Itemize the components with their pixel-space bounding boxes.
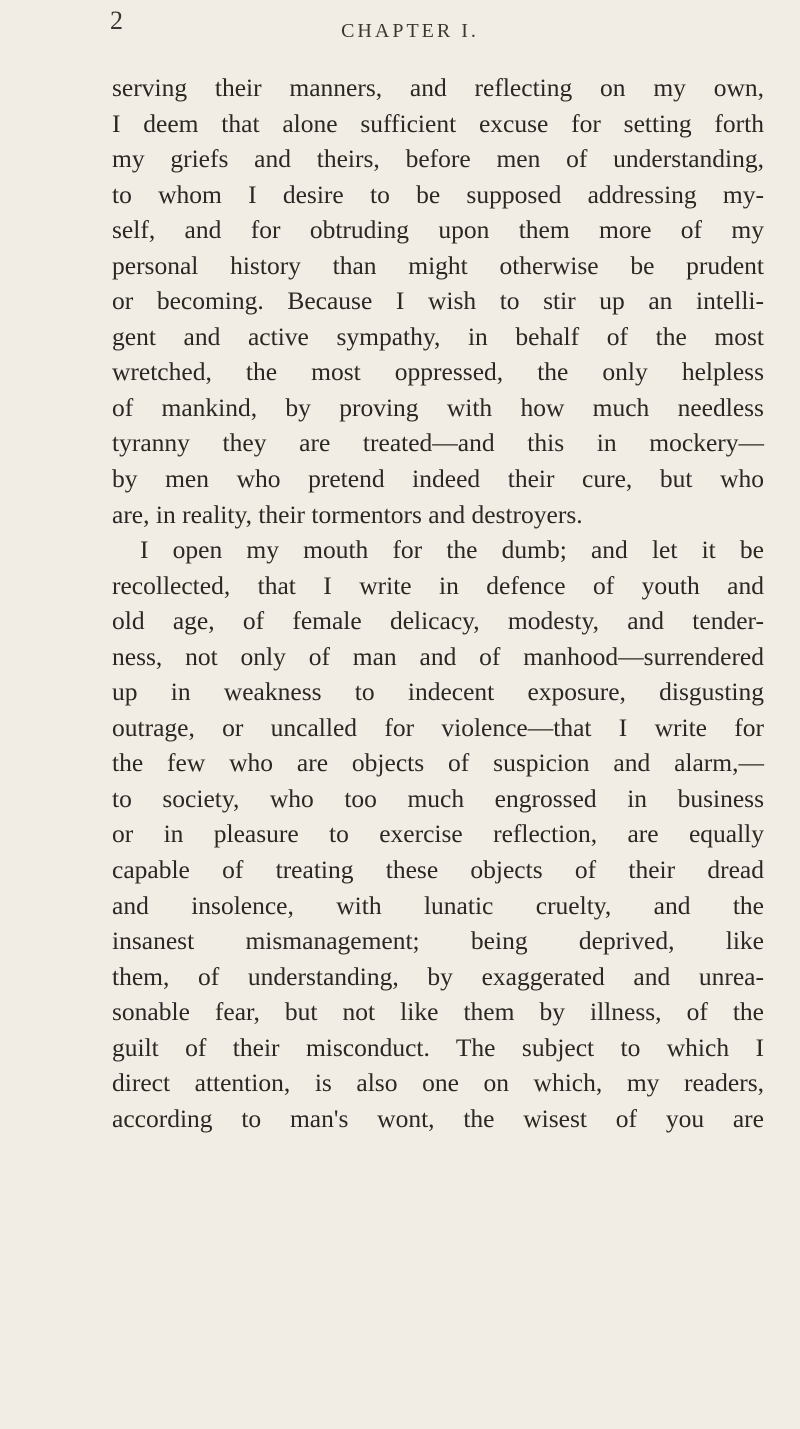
text-line: tyranny they are treated—and this in mockery— (112, 428, 764, 458)
text-line: guilt of their misconduct. The subject to which I (112, 1032, 764, 1062)
text-line: old age, of female delicacy, modesty, and tender- (112, 606, 764, 636)
text-line: personal history than might otherwise be prudent (112, 250, 764, 280)
text-line: to whom I desire to be supposed addressing my- (112, 179, 764, 209)
text-line: of mankind, by proving with how much needless (112, 392, 764, 422)
text-line: serving their manners, and reflecting on my own, (112, 73, 764, 102)
text-line: sonable fear, but not like them by illness, of the (112, 997, 764, 1027)
text-line: insanest mismanagement; being deprived, like (112, 926, 764, 956)
text-line: direct attention, is also one on which, my readers, (112, 1068, 764, 1098)
text-line: recollected, that I write in defence of youth and (112, 570, 764, 600)
text-line: according to man's wont, the wisest of you are (112, 1103, 764, 1133)
body-text (112, 70, 764, 1136)
text-line: up in weakness to indecent exposure, disgusting (112, 677, 764, 707)
text-line: outrage, or uncalled for violence—that I write for (112, 712, 764, 742)
text-line: ness, not only of man and of manhood—surrendered (112, 641, 764, 671)
page-number: 2 (110, 6, 123, 35)
page-header (0, 6, 800, 50)
text-line: the few who are objects of suspicion and alarm,— (112, 748, 764, 778)
text-line: by men who pretend indeed their cure, but who (112, 464, 764, 494)
text-line: or becoming. Because I wish to stir up an intelli- (112, 286, 764, 316)
running-head: CHAPTER I. (341, 20, 479, 42)
text-line: I deem that alone sufficient excuse for setting forth (112, 108, 764, 138)
text-line: wretched, the most oppressed, the only helpless (112, 357, 764, 387)
text-line: or in pleasure to exercise reflection, are equally (112, 819, 764, 849)
text-line: self, and for obtruding upon them more of my (112, 215, 764, 245)
text-line: and insolence, with lunatic cruelty, and the (112, 890, 764, 920)
paragraph-start-line: I open my mouth for the dumb; and let it be (140, 535, 764, 565)
text-line: capable of treating these objects of their dread (112, 855, 764, 885)
text-line: them, of understanding, by exaggerated and unrea- (112, 961, 764, 991)
text-line: my griefs and theirs, before men of understanding, (112, 144, 764, 174)
text-line: are, in reality, their tormentors and destroyers. (112, 499, 583, 529)
text-line: to society, who too much engrossed in business (112, 783, 764, 813)
text-line: gent and active sympathy, in behalf of the most (112, 321, 764, 351)
